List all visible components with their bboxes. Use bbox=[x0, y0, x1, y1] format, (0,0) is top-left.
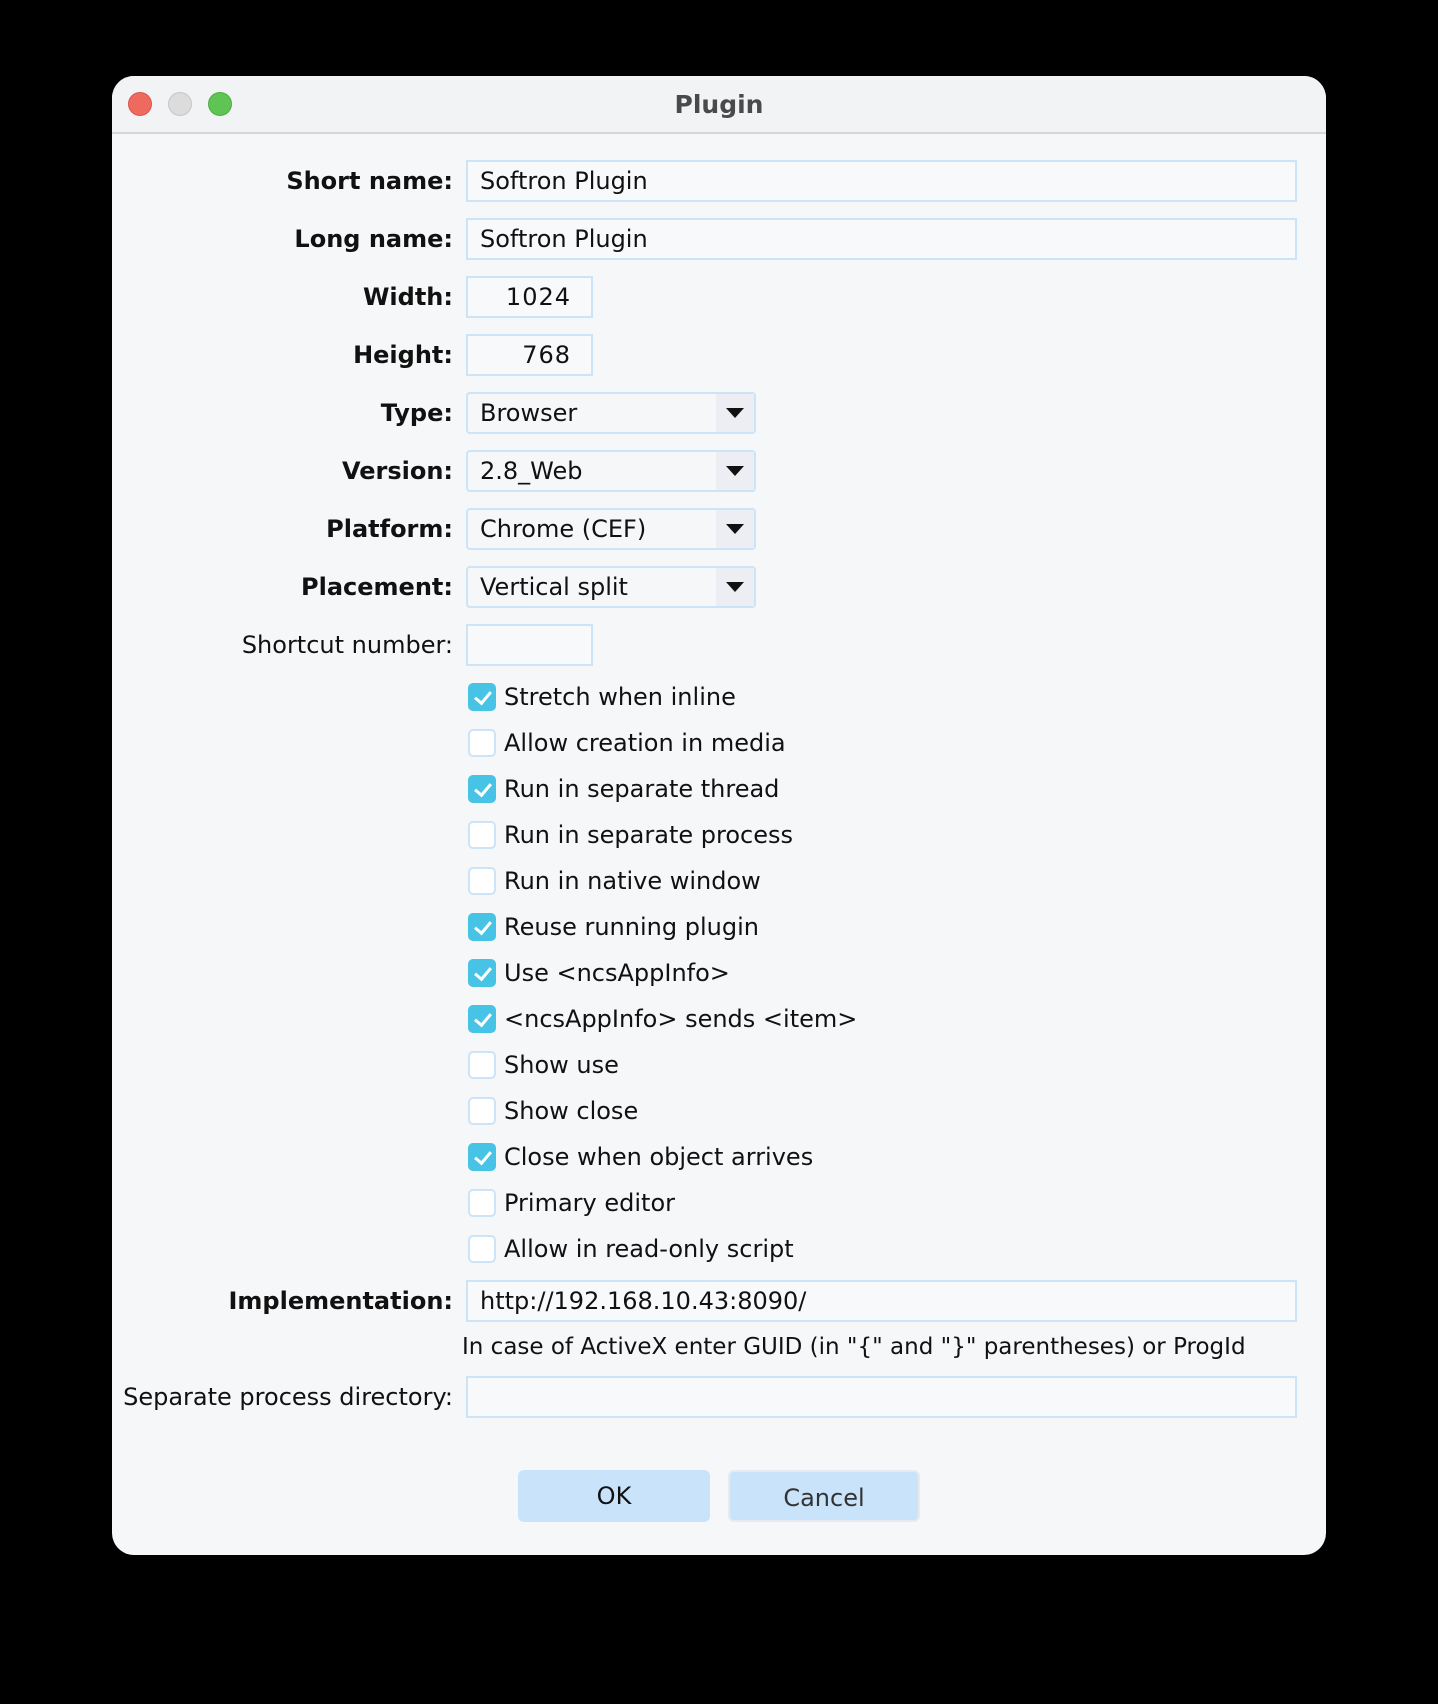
version-row bbox=[112, 450, 1326, 492]
implementation-row bbox=[112, 1280, 1326, 1322]
platform-label: Platform: bbox=[326, 515, 453, 543]
version-select[interactable] bbox=[466, 450, 756, 492]
chevron-down-icon bbox=[726, 466, 744, 476]
chevron-down-icon bbox=[726, 582, 744, 592]
checkbox[interactable] bbox=[468, 867, 496, 895]
checkbox-label: <ncsAppInfo> sends <item> bbox=[504, 1005, 858, 1033]
type-label: Type: bbox=[380, 399, 453, 427]
checkbox-label: Primary editor bbox=[504, 1189, 675, 1217]
shortcut-number-row bbox=[112, 624, 1326, 666]
type-select[interactable] bbox=[466, 392, 756, 434]
checkbox[interactable] bbox=[468, 913, 496, 941]
short-name-label: Short name: bbox=[286, 167, 453, 195]
shortcut-number-input[interactable] bbox=[466, 624, 593, 666]
checkbox[interactable] bbox=[468, 1235, 496, 1263]
version-dropdown-button[interactable] bbox=[716, 452, 754, 490]
checkbox[interactable] bbox=[468, 1051, 496, 1079]
placement-label: Placement: bbox=[301, 573, 453, 601]
checkbox-label: Close when object arrives bbox=[504, 1143, 814, 1171]
width-input[interactable]: 1024 bbox=[466, 276, 593, 318]
width-label: Width: bbox=[362, 283, 453, 311]
placement-row bbox=[112, 566, 1326, 608]
shortcut-number-label: Shortcut number: bbox=[241, 631, 453, 659]
implementation-label: Implementation: bbox=[228, 1287, 453, 1315]
platform-row bbox=[112, 508, 1326, 550]
checkbox[interactable] bbox=[468, 821, 496, 849]
long-name-label: Long name: bbox=[294, 225, 453, 253]
checkbox[interactable] bbox=[468, 683, 496, 711]
checkbox-label: Stretch when inline bbox=[504, 683, 736, 711]
placement-select[interactable] bbox=[466, 566, 756, 608]
platform-select[interactable] bbox=[466, 508, 756, 550]
type-row bbox=[112, 392, 1326, 434]
separate-process-directory-input[interactable] bbox=[466, 1376, 1297, 1418]
checkbox-label: Run in native window bbox=[504, 867, 761, 895]
ok-button[interactable]: OK bbox=[518, 1470, 710, 1522]
checkbox-label: Allow in read-only script bbox=[504, 1235, 794, 1263]
type-select-value: Browser bbox=[480, 399, 578, 427]
height-input[interactable]: 768 bbox=[466, 334, 593, 376]
checkbox[interactable] bbox=[468, 1005, 496, 1033]
checkbox-label: Allow creation in media bbox=[504, 729, 786, 757]
cancel-button[interactable]: Cancel bbox=[728, 1470, 920, 1522]
platform-select-value: Chrome (CEF) bbox=[480, 515, 647, 543]
placement-select-value: Vertical split bbox=[480, 573, 628, 601]
checkbox-label: Run in separate process bbox=[504, 821, 793, 849]
plugin-dialog bbox=[112, 76, 1326, 1555]
window-title: Plugin bbox=[674, 90, 764, 119]
checkbox[interactable] bbox=[468, 959, 496, 987]
checkbox-label: Reuse running plugin bbox=[504, 913, 759, 941]
width-row bbox=[112, 276, 1326, 318]
placement-dropdown-button[interactable] bbox=[716, 568, 754, 606]
checkbox-label: Use <ncsAppInfo> bbox=[504, 959, 730, 987]
type-dropdown-button[interactable] bbox=[716, 394, 754, 432]
checkbox-label: Show close bbox=[504, 1097, 639, 1125]
implementation-input[interactable]: http://192.168.10.43:8090/ bbox=[466, 1280, 1297, 1322]
checkbox[interactable] bbox=[468, 1189, 496, 1217]
short-name-input[interactable]: Softron Plugin bbox=[466, 160, 1297, 202]
checkbox[interactable] bbox=[468, 1097, 496, 1125]
checkbox[interactable] bbox=[468, 775, 496, 803]
checkbox-label: Run in separate thread bbox=[504, 775, 780, 803]
chevron-down-icon bbox=[726, 524, 744, 534]
long-name-row bbox=[112, 218, 1326, 260]
separate-process-directory-label: Separate process directory: bbox=[123, 1383, 453, 1411]
checkbox[interactable] bbox=[468, 729, 496, 757]
version-select-value: 2.8_Web bbox=[480, 457, 583, 485]
separate-process-directory-row bbox=[112, 1376, 1326, 1418]
height-row bbox=[112, 334, 1326, 376]
checkbox-label: Show use bbox=[504, 1051, 619, 1079]
version-label: Version: bbox=[341, 457, 453, 485]
short-name-row bbox=[112, 160, 1326, 202]
height-label: Height: bbox=[353, 341, 453, 369]
chevron-down-icon bbox=[726, 408, 744, 418]
long-name-input[interactable]: Softron Plugin bbox=[466, 218, 1297, 260]
implementation-hint: In case of ActiveX enter GUID (in "{" and "}" parentheses) or ProgId bbox=[462, 1334, 1246, 1360]
title-bar[interactable] bbox=[112, 76, 1326, 134]
platform-dropdown-button[interactable] bbox=[716, 510, 754, 548]
checkbox[interactable] bbox=[468, 1143, 496, 1171]
